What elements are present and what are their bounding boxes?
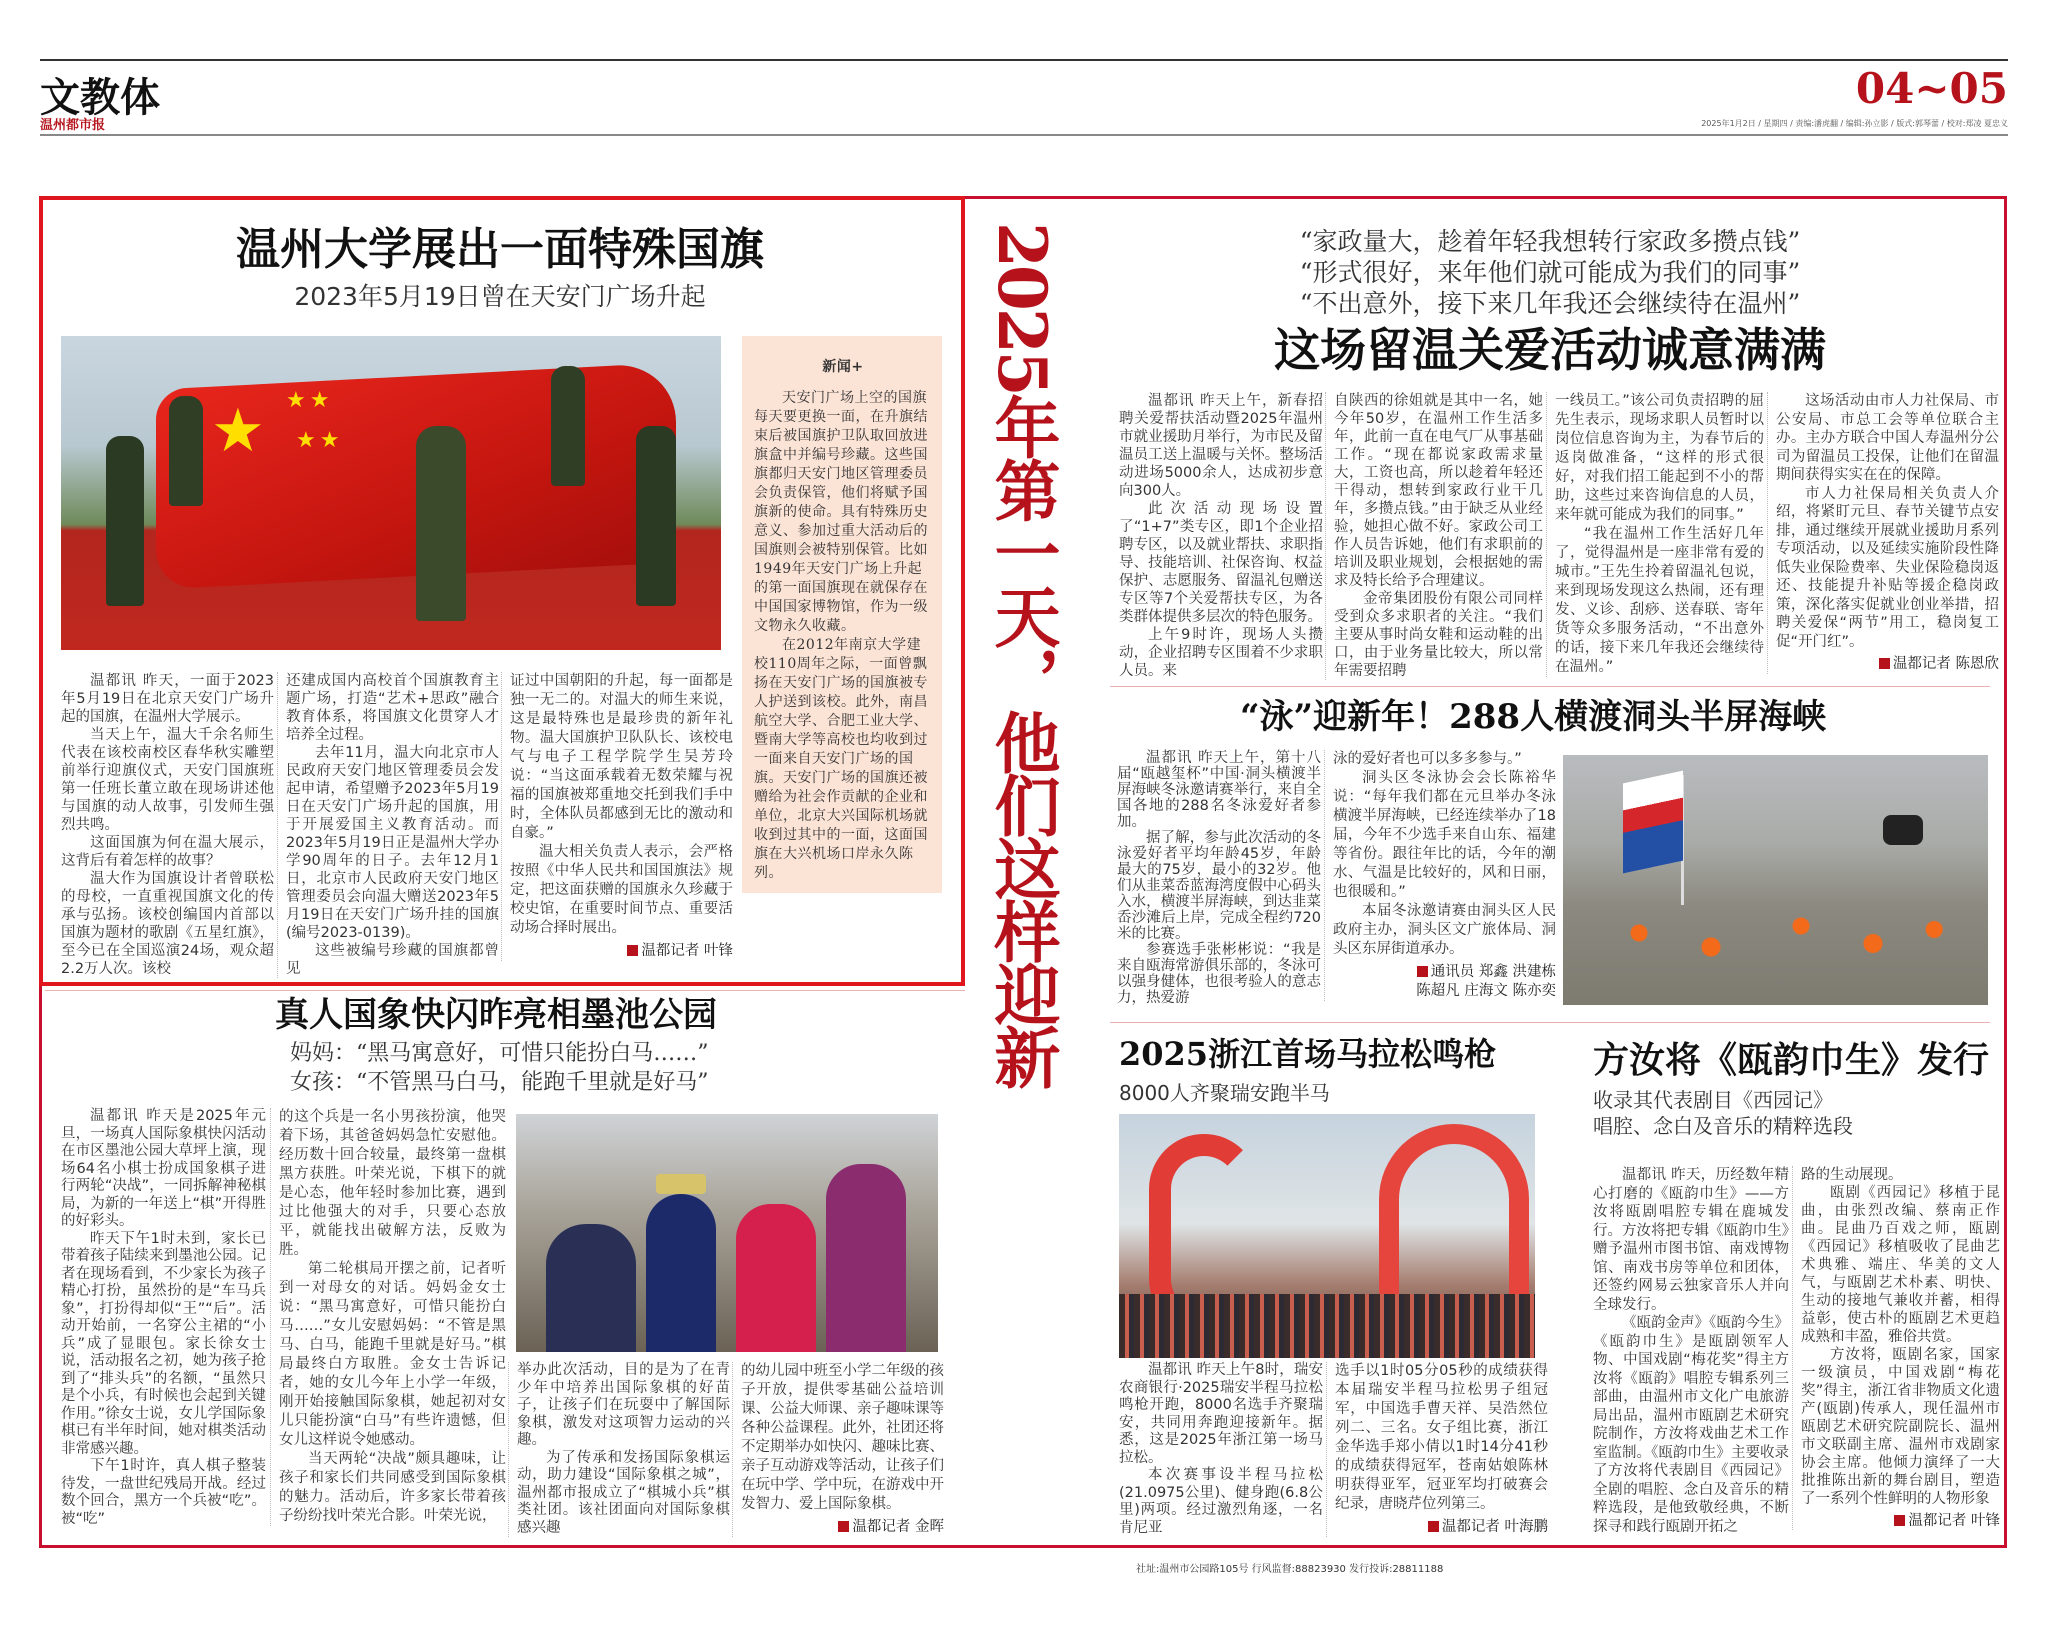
crown [656, 1174, 706, 1194]
byline-marker-icon [627, 945, 638, 956]
job-quote: “不出意外，接下来几年我还会继续待在温州” [1299, 289, 1801, 318]
paragraph: 去年11月，温大向北京市人民政府天安门地区管理委员会发起申请，希望赠予2023年5月19日在天安门广场升起的国旗，用于开展爱国主义教育活动。而2023年5月19日正是温州大学办学90周年的日子。去年12月1日，北京市人民政府天安门地区管理委员会向温大赠送2023年5月19日在天安门广场升挂的国旗(编号2023-0139)。 [286, 745, 499, 941]
child-figure [646, 1194, 716, 1352]
officer-speaking-figure [416, 426, 466, 621]
paragraph: 上午9时许，现场人头攒动，企业招聘专区围着不少求职人员。来 [1119, 627, 1323, 679]
job-article-col-1 [1119, 392, 1323, 680]
paragraph: 温都讯 昨天上午8时，瑞安农商银行·2025瑞安半程马拉松鸣枪开跑，8000名选手齐聚瑞安，共同用奔跑迎接新年。据悉，这是2025年浙江第一场马拉松。 [1119, 1362, 1323, 1466]
section-divider [1110, 1022, 1990, 1023]
paragraph: “我在温州工作生活好几年了，觉得温州是一座非常有爱的城市。”王先生拎着留温礼包说，来到现场发现这么热闹，还有理发、义诊、刮痧、送春联、寄年货等众多服务活动，“不出意外的话，接下来几年我还会继续待在温州。” [1555, 526, 1764, 675]
paragraph: 瓯剧《西园记》移植于昆曲，由张烈改编、蔡南正作曲。昆曲乃百戏之师，瓯剧《西园记》移植吸收了昆曲艺术典雅、端庄、华美的文人气，与瓯剧艺术朴素、明快、生动的接地气兼收并蓄，相得益彰，使古朴的瓯剧艺术更趋成熟和丰盈，雅俗共赏。 [1801, 1185, 2000, 1345]
honor-guard-figure [106, 436, 144, 606]
flag-article-col-1 [61, 672, 274, 978]
job-quote: “家政量大，趁着年轻我想转行家政多攒点钱” [1299, 227, 1801, 256]
feature-headline: 2025年第一天，他们这样迎新 [983, 222, 1061, 1087]
paragraph: 还建成国内高校首个国旗教育主题广场，打造“艺术+思政”融合教育体系，将国旗文化贯穿人才培养全过程。 [286, 673, 499, 743]
paragraph: 温都讯 昨天上午，新春招聘关爱帮扶活动暨2025年温州市就业援助月举行，为市民及留温员工送上温暖与关怀。整场活动进场5000余人，达成初步意向300人。 [1119, 393, 1323, 499]
paragraph: 洞头区冬泳协会会长陈裕华说：“每年我们都在元旦举办冬泳横渡半屏海峡，已经连续举办了18届，今年不少选手来自山东、福建等省份。跟往年比的话，今年的潮水、气温是比较好的，风和日丽，也很暖和。” [1333, 770, 1556, 900]
honor-guard-figure [551, 366, 585, 486]
chess-subtitle-mother: 妈妈：“黑马寓意好，可惜只能扮白马……” [290, 1041, 709, 1066]
paragraph: 这些被编号珍藏的国旗都曾见 [286, 943, 499, 977]
sidebar-paragraph: 在2012年南京大学建校110周年之际，一面曾飘扬在天安门广场的国旗被专人护送到该校。此外，南昌航空大学、合肥工业大学、暨南大学等高校也均收到过一面来自天安门广场的国旗。天安门广场的国旗还被赠给为社会作贡献的企业和单位，北京大兴国际机场就收到过其中的一面，这面国旗在大兴机场口岸永久陈列。 [754, 637, 928, 881]
newspaper-name: 温州都市报 [40, 118, 106, 133]
paragraph: 《瓯韵金声》《瓯韵今生》《瓯韵巾生》是瓯剧领军人物、中国戏剧“梅花奖”得主方汝将《瓯韵》唱腔专辑系列三部曲，由温州市文化广电旅游局出品，温州市瓯剧艺术研究院制作，方汝将戏曲艺术工作室监制。《瓯韵巾生》主要收录了方汝将代表剧目《西园记》全剧的唱腔、念白及音乐的精粹选段，是他致敬经典，不断探寻和践行瓯剧开拓之 [1593, 1315, 1789, 1535]
paragraph: 昨天下午1时未到，家长已带着孩子陆续来到墨池公园。记者在现场看到，不少家长为孩子精心打扮，虽然扮的是“车马兵象”，打扮得却似“王”“后”。活动开始前，一名穿公主裙的“小兵”成了显眼包。家长徐女士说，活动报名之初，她为孩子抢到了“排头兵”的名额，“虽然只是个小兵，有时候也会起到关键作用。”徐女士说，女儿学国际象棋已有半年时间，她对棋类活动非常感兴趣。 [61, 1230, 266, 1457]
byline-marker-icon [1879, 658, 1890, 669]
swim-article-title: “泳”迎新年！288人横渡洞头半屏海峡 [1240, 697, 1827, 737]
news-plus-sidebar [742, 336, 942, 893]
paragraph: 举办此次活动，目的是为了在青少年中培养出国际象棋的好苗子，让孩子们在玩耍中了解国际象棋，激发对这项智力运动的兴趣。 [517, 1362, 730, 1448]
swim-byline [1333, 963, 1556, 1001]
opera-subtitle-2: 唱腔、念白及音乐的精粹选段 [1593, 1114, 1853, 1138]
job-quote: “形式很好，来年他们就可能成为我们的同事” [1299, 258, 1801, 287]
marathon-article-col-1 [1119, 1362, 1323, 1537]
byline [1776, 655, 1999, 674]
byline [510, 942, 733, 961]
chess-article-title: 真人国象快闪昨亮相墨池公园 [275, 995, 717, 1035]
paragraph: 金帝集团股份有限公司同样受到众多求职者的关注。“我们主要从事时尚女鞋和运动鞋的出口，由于业务量比较大，所以常年需要招聘 [1334, 591, 1543, 679]
byline-marker-icon [1428, 1521, 1439, 1532]
chess-subtitle-girl: 女孩：“不管黑马白马，能跑千里就是好马” [290, 1070, 709, 1095]
marathon-article-col-2 [1326, 1362, 1548, 1537]
swimmers-with-buoys [1603, 905, 1963, 975]
flag-small-stars-icon-2: ★★ [296, 428, 344, 453]
opera-article-col-1 [1593, 1166, 1789, 1536]
marathon-article-subtitle: 8000人齐聚瑞安跑半马 [1119, 1081, 1330, 1105]
flag-article-subtitle: 2023年5月19日曾在天安门广场升起 [294, 282, 706, 311]
swim-article-col-2 [1324, 750, 1556, 1001]
paragraph: 泳的爱好者也可以多多参与。” [1333, 751, 1522, 767]
header-bottom-rule [40, 134, 2008, 136]
swim-byline-line: 通讯员 郑鑫 洪建栋 [1430, 964, 1556, 980]
paragraph: 的幼儿园中班至小学二年级的孩子开放，提供零基础公益培训课、公益大师课、亲子趣味课等各种公益课程。此外，社团还将不定期举办如快闪、趣味比赛、亲子互动游戏等活动，让孩子们在玩中学、学中玩，在游戏中开发智力、爱上国际象棋。 [741, 1363, 944, 1512]
paragraph: 据了解，参与此次活动的冬泳爱好者平均年龄45岁，年龄最大的75岁，最小的32岁。他们从韭菜岙蓝海湾度假中心码头入水，横渡半屏海峡，到达韭菜岙沙滩后上岸，完成全程约720米的比赛。 [1117, 830, 1321, 942]
paragraph: 选手以1时05分05秒的成绩获得本届瑞安半程马拉松男子组冠军，中国选手曹天祥、吴浩然位列二、三名。女子组比赛，浙江金华选手郑小倩以1时14分41秒的成绩获得冠军，苍南姑娘陈林明获得亚军，冠亚军均打破赛会纪录，唐晓芹位列第三。 [1335, 1363, 1548, 1512]
honor-guard-figure [169, 396, 203, 506]
paragraph: 温都讯 昨天是2025年元旦，一场真人国际象棋快闪活动在市区墨池公园大草坪上演，现场64名小棋士扮成国象棋子进行两轮“决战”，一同拆解神秘棋局，为新的一年送上“棋”开得胜的好彩头。 [61, 1108, 266, 1229]
flag-article-col-3 [501, 672, 733, 961]
section-divider [1110, 686, 1990, 687]
byline [1801, 1512, 2000, 1530]
opera-article-col-2 [1792, 1166, 2000, 1530]
paragraph: 这面国旗为何在温大展示，这背后有着怎样的故事？ [61, 835, 274, 869]
paragraph: 下午1时许，真人棋子整装待发，一盘世纪残局开战。经过数个回合，黑方一个兵被“吃”。被“吃” [61, 1458, 266, 1527]
adult-figure [826, 1164, 906, 1352]
flag-big-star-icon: ★ [211, 396, 265, 466]
byline-marker-icon [1417, 966, 1428, 977]
byline-marker-icon [838, 1521, 849, 1532]
chess-children-photo [516, 1114, 938, 1352]
opera-subtitle-1: 收录其代表剧目《西园记》 [1593, 1088, 1833, 1112]
honor-guard-figure [636, 426, 676, 606]
jet-ski [1883, 815, 1923, 845]
paragraph: 本届冬泳邀请赛由洞头区人民政府主办，洞头区文广旅体局、洞头区东屏街道承办。 [1333, 903, 1556, 957]
paragraph: 温都讯 昨天，历经数年精心打磨的《瓯韵巾生》——方汝将瓯剧唱腔专辑在鹿城发行。方汝将把专辑《瓯韵巾生》赠予温州市图书馆、南戏博物馆、南戏书房等单位和团体，还签约网易云独家音乐人并向全球发行。 [1593, 1167, 1789, 1313]
flag-ceremony-photo [61, 336, 721, 650]
paragraph: 当天两轮“决战”颇具趣味，让孩子和家长们共同感受到国际象棋的魅力。活动后，许多家长带着孩子纷纷找叶荣光合影。叶荣光说， [279, 1451, 506, 1524]
sidebar-paragraph: 天安门广场上空的国旗每天要更换一面，在升旗结束后被国旗护卫队取回放进旗盒中并编号珍藏。这些国旗都归天安门地区管理委员会负责保管，他们将赋予国旗新的使命。具有特殊历史意义、参加过重大活动后的国旗则会被特别保管。比如1949年天安门广场上升起的第一面国旗现在就保存在中国国家博物馆，作为一级文物永久收藏。 [754, 390, 928, 634]
byline-text: 温都记者 金晖 [852, 1519, 944, 1535]
paragraph: 温都讯 昨天，一面于2023年5月19日在北京天安门广场升起的国旗，在温州大学展示。 [61, 673, 274, 725]
chess-article-col-3 [508, 1362, 730, 1537]
byline-text: 温都记者 叶锋 [641, 943, 733, 959]
swim-byline-line: 陈超凡 庄海文 陈亦奕 [1416, 983, 1556, 999]
flag-article-col-2 [277, 672, 499, 978]
swim-article-col-1 [1117, 750, 1321, 1006]
paragraph: 的这个兵是一名小男孩扮演，他哭着下场，其爸爸妈妈急忙安慰他。经历数十回合较量，最终第一盘棋黑方获胜。叶荣光说，下棋下的就是心态，他年轻时参加比赛，遇到过比他强大的对手，只要心态放平，就能找出破解方法，反败为胜。 [279, 1109, 506, 1258]
job-article-col-3 [1546, 392, 1764, 677]
sidebar-title: 新闻+ [822, 359, 864, 375]
runners-crowd [1119, 1294, 1535, 1358]
section-divider [45, 990, 965, 991]
chess-article-col-4 [732, 1362, 944, 1537]
header-top-rule [40, 59, 2008, 61]
byline-text: 温都记者 叶锋 [1908, 1513, 2000, 1529]
job-article-col-4 [1767, 392, 1999, 674]
byline [1335, 1518, 1548, 1537]
byline-text: 温都记者 陈恩欣 [1892, 656, 1999, 672]
byline-marker-icon [1894, 1515, 1905, 1526]
paragraph: 一线员工。”该公司负责招聘的屈先生表示，现场求职人员暂时以岗位信息咨询为主，为春节后的返岗做准备，“这样的形式很好，对我们招工能起到不小的帮助，这些过来咨询信息的人员，来年就可能成为我们的同事。” [1555, 393, 1764, 523]
paragraph: 此次活动现场设置了“1+7”类专区，即1个企业招聘专区，以及就业帮扶、求职指导、技能培训、社保咨询、权益保护、志愿服务、留温礼包赠送专区等7个关爱帮扶专区，为各类群体提供多层次的特色服务。 [1119, 501, 1323, 625]
job-article-quotes [1110, 226, 1990, 319]
marathon-article-title: 2025浙江首场马拉松鸣枪 [1119, 1035, 1497, 1073]
opera-article-title: 方汝将《瓯韵巾生》发行 [1593, 1040, 1990, 1081]
chess-article-col-2 [270, 1108, 506, 1526]
child-figure [736, 1204, 816, 1352]
paragraph: 温大作为国旗设计者曾联松的母校，一直重视国旗文化的传承与弘扬。该校创编国内首部以国旗为题材的歌剧《五星红旗》，至今已在全国巡演24场，观众超2.2万人次。该校 [61, 871, 274, 977]
job-article-title: 这场留温关爱活动诚意满满 [1274, 323, 1826, 377]
paragraph: 为了传承和发扬国际象棋运动，助力建设“国际象棋之城”，温州都市报成立了“棋城小兵”棋类社团。该社团面向对国际象棋感兴趣 [517, 1449, 730, 1536]
job-article-col-2 [1325, 392, 1543, 680]
association-flag [1623, 771, 1683, 874]
paragraph: 温都讯 昨天上午，第十八届“瓯越玺杯”中国·洞头横渡半屏海峡冬泳邀请赛举行，来自全国各地的288名冬泳爱好者参加。 [1117, 750, 1321, 830]
paragraph: 方汝将，瓯剧名家，国家一级演员，中国戏剧“梅花奖”得主，浙江省非物质文化遗产(瓯剧)传承人，现任温州市瓯剧艺术研究院副院长、温州市文联副主席、温州市戏剧家协会主席。他倾力演绎了一大批推陈出新的舞台剧目，塑造了一系列个性鲜明的人物形象 [1801, 1347, 2000, 1507]
footer-imprint: 社址:温州市公园路105号 行风监督:88823930 发行投诉:28811188 [1136, 1564, 1444, 1575]
flag-small-stars-icon: ★★ [286, 388, 334, 413]
swimming-photo [1563, 755, 1988, 1005]
paragraph: 本次赛事设半程马拉松(21.0975公里)、健身跑(6.8公里)两项。经过激烈角逐，一名肯尼亚 [1119, 1467, 1323, 1536]
chess-article-col-1 [61, 1108, 266, 1528]
paragraph: 证过中国朝阳的升起，每一面都是独一无二的。对温大的师生来说，这是最特殊也是最珍贵的新年礼物。温大国旗护卫队队长、该校电气与电子工程学院学生吴芳玲说：“当这面承载着无数荣耀与祝福的国旗被郑重地交托到我们手中时，全体队员都感到无比的激动和自豪。” [510, 673, 733, 841]
paragraph: 路的生动展现。 [1801, 1167, 1903, 1183]
marathon-start-photo [1119, 1114, 1535, 1358]
section-name: 文教体 [40, 74, 160, 121]
paragraph: 当天上午，温大千余名师生代表在该校南校区春华秋实雕塑前举行迎旗仪式，天安门国旗班第一任班长董立敢在现场讲述他与国旗的动人故事，引发师生强烈共鸣。 [61, 727, 274, 833]
paragraph: 市人力社保局相关负责人介绍，将紧盯元旦、春节关键节点安排，通过继续开展就业援助月系列专项活动，以及延续实施阶段性降低失业保险费率、失业保险稳岗返还、技能提升补贴等援企稳岗政策，深化落实促就业创业举措，招聘关爱保“两节”用工，稳岗复工促“开门红”。 [1776, 485, 1999, 650]
page-numbers: 04~05 [1855, 64, 2008, 113]
byline [741, 1518, 944, 1537]
paragraph: 这场活动由市人力社保局、市公安局、市总工会等单位联合主办。主办方联合中国人寿温州分公司为留温员工投保，让他们在留温期间获得实实在在的保障。 [1776, 393, 1999, 483]
paragraph: 温大相关负责人表示，会严格按照《中华人民共和国国旗法》规定，把这面获赠的国旗永久珍藏于校史馆，在重要时间节点、重要活动场合择时展出。 [510, 844, 733, 936]
dateline: 2025年1月2日 / 星期四 / 责编:潘虎翻 / 编辑:孙立影 / 版式:郭琴蕾 / 校对:郑凌 夏忠义 [1701, 119, 2008, 128]
child-figure [546, 1224, 636, 1352]
byline-text: 温都记者 叶海鹏 [1441, 1519, 1548, 1535]
paragraph: 参赛选手张彬彬说：“我是来自瓯海常游俱乐部的，冬泳可以强身健体，也很考验人的意志力，热爱游 [1117, 942, 1321, 1006]
flag-article-title: 温州大学展出一面特殊国旗 [236, 224, 764, 275]
paragraph: 第二轮棋局开摆之前，记者听到一对母女的对话。妈妈金女士说：“黑马寓意好，可惜只能扮白马……”女儿安慰妈妈：“不管是黑马、白马，能跑千里就是好马。”棋局最终白方取胜。金女士告诉记者，她的女儿今年上小学一年级，刚开始接触国际象棋，她起初对女儿只能扮演“白马”有些许遗憾，但女儿这样说令她感动。 [279, 1261, 506, 1448]
paragraph: 自陕西的徐姐就是其中一名，她今年50岁，在温州工作生活多年，此前一直在电气厂从事基础工作。“现在都说家政需求量大，工资也高，所以趁着年轻还干得动，想转到家政行业干几年，多攒点钱。”由于缺乏从业经验，她担心做不好。家政公司工作人员告诉她，他们有求职前的培训及职业规划，会根据她的需求及特长给予合理建议。 [1334, 393, 1543, 589]
